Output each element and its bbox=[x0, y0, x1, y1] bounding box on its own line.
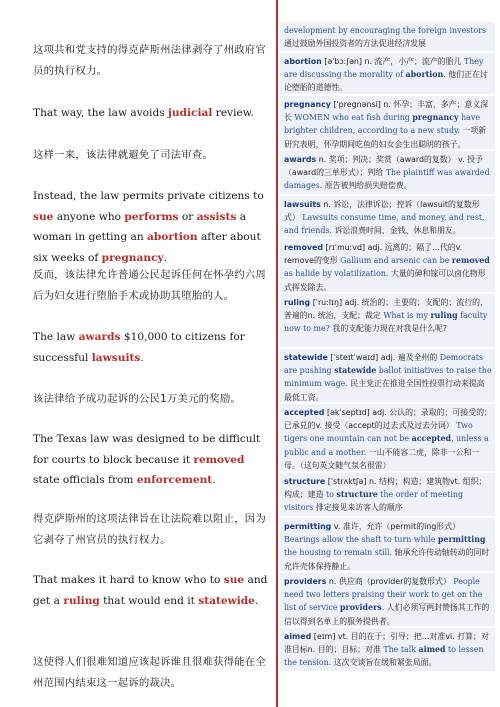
glossary-entry-statewide: statewide [ˈsteɪtˈwaɪd] adj. 遍及全州的 Democrats are pushing statewide ballot initiatives to raise the minimum wage. 民主党正在推进全国性投票行动来提高最低工资。 bbox=[280, 349, 495, 403]
vocab-performs[interactable]: performs bbox=[124, 210, 179, 223]
glossary-column bbox=[280, 0, 500, 707]
glossary-entry-awards: awards n. 奖项；判决；奖赏（award的复数） v. 授予（award的三单形式）；判给 The plaintiff was awarded damages. 原告被判给损失赔偿费。 bbox=[280, 151, 495, 195]
paragraph-chinese-11: 这使得人们很难知道应该起诉谁且很难获得能在全州范围内结束这一起诉的裁决。 bbox=[33, 656, 266, 689]
vocab-enforcement[interactable]: enforcement bbox=[136, 474, 213, 486]
vocab-removed[interactable]: removed bbox=[193, 453, 245, 466]
glossary-entry-structure: structure [ˈstrʌktʃə] n. 结构；构造；建筑物vt. 组织；构成；建造 to structure the order of meeting visitors 排定接见来访客人的顺序 bbox=[280, 473, 495, 517]
paragraph-chinese-5: 反而，该法律允许普通公民起诉任何在怀孕约六周后为妇女进行堕胎手术或协助其堕胎的人。 bbox=[33, 269, 266, 302]
vocab-assists[interactable]: assists bbox=[196, 210, 237, 223]
glossary-entry-permitting: permitting v. 准许，允许（permit的ing形式） Bearings allow the shaft to turn while permitting the housing to remain still. 轴承允许传动轴转动的同时允许壳体保持静止。 bbox=[280, 518, 495, 572]
vocab-awards[interactable]: awards bbox=[78, 331, 121, 343]
column-divider bbox=[276, 0, 278, 707]
glossary-entry-aimed: aimed [eɪm] vt. 目的在于；引导；把…对准vi. 打算；对准目标n. 目的；目标；对准 The talk aimed to lessen the tension. 这次交谈旨在缓和紧张局面。 bbox=[280, 628, 495, 672]
vocab-sue-2[interactable]: sue bbox=[223, 574, 245, 586]
vocab-statewide[interactable]: statewide bbox=[198, 594, 255, 607]
glossary-entry-ruling: ruling [ˈruːlɪŋ] adj. 统治的；主要的；支配的；流行的，普遍的n. 统治，支配；裁定 What is my ruling faculty now to me? 我的支配能力现在对我是什么呢? bbox=[280, 294, 495, 348]
glossary-entry-lawsuits: lawsuits n. 诉讼，法律诉讼；控诉（lawsuit的复数形式） Lawsuits consume time, and money, and rest, and friends. 诉讼浪费时间、金钱、休息和朋友。 bbox=[280, 196, 495, 238]
vocab-pregnancy[interactable]: pregnancy bbox=[101, 251, 164, 264]
vocab-lawsuits[interactable]: lawsuits bbox=[91, 351, 141, 364]
paragraph-chinese-7: 该法律给予成功起诉的公民1万美元的奖励。 bbox=[33, 393, 242, 405]
glossary-entry-pregnancy: pregnancy [ˈpregnənsi] n. 怀孕；丰富，多产；意义深长 WOMEN who eat fish during pregnancy have brighter children, according to a new study. 一项新研究表明，怀孕期间吃鱼的妇女会生出聪明的孩子。 bbox=[280, 96, 495, 150]
paragraph-chinese-1: 这项共和党支持的得克萨斯州法律剥夺了州政府官员的执行权力。 bbox=[33, 44, 266, 77]
paragraph-english-6: The law awards $10,000 to citizens for successful lawsuits. bbox=[33, 331, 245, 364]
glossary-entry-accepted: accepted [əkˈseptɪd] adj. 公认的；录取的；可接受的；已承兑的v. 接受（accept的过去式及过去分词） Two tigers one mountain can not be accepted, unless a public and a mother. 一山不能容二虎，除非一公和一母。（这句英文随气氛名很雷） bbox=[280, 404, 495, 472]
vocab-ruling[interactable]: ruling bbox=[63, 594, 100, 607]
vocab-sue[interactable]: sue bbox=[33, 210, 54, 223]
paragraph-english-2: That way, the law avoids judicial review. bbox=[33, 107, 254, 119]
glossary-entry-continued: development by encouraging the foreign investors 通过鼓励外国投资者的方法促进经济发展 bbox=[280, 22, 495, 52]
glossary-entry-providers: providers n. 供应商（provider的复数形式） People need two letters praising their work to get on the list of service providers. 人们必须写两封赞扬其工作的信以得到名单上的服务提供者。 bbox=[280, 573, 495, 627]
vocab-abortion[interactable]: abortion bbox=[147, 231, 198, 243]
vocab-judicial[interactable]: judicial bbox=[168, 107, 213, 119]
paragraph-english-8: The Texas law was designed to be difficult for courts to block because it removed state officials from enforcement. bbox=[33, 433, 261, 486]
paragraph-chinese-3: 这样一来，该法律就避免了司法审查。 bbox=[33, 149, 214, 161]
glossary-entry-abortion: abortion [əˈbɔːʃən] n. 流产，小产；流产的胎儿 They are discussing the morality of abortion. 他们正在讨论堕胎的道德性。 bbox=[280, 53, 495, 95]
paragraph-chinese-9: 得克萨斯州的这项法律旨在让法院难以阻止，因为它剥夺了州官员的执行权力。 bbox=[33, 513, 266, 546]
paragraph-english-4: Instead, the law permits private citizens to sue anyone who performs or assists a woman in getting an abortion after about six weeks of pregnancy. bbox=[33, 190, 264, 264]
paragraph-english-10: That makes it hard to know who to sue and get a ruling that would end it statewide. bbox=[33, 574, 268, 607]
glossary-entry-removed: removed [rɪˈmuːvd] adj. 远离的；隔了…代的v. remove的变形 Gallium and arsenic can be removed as halide by volatilization. 大量的砷和镓可以卤化物形式挥发除去。 bbox=[280, 239, 495, 293]
